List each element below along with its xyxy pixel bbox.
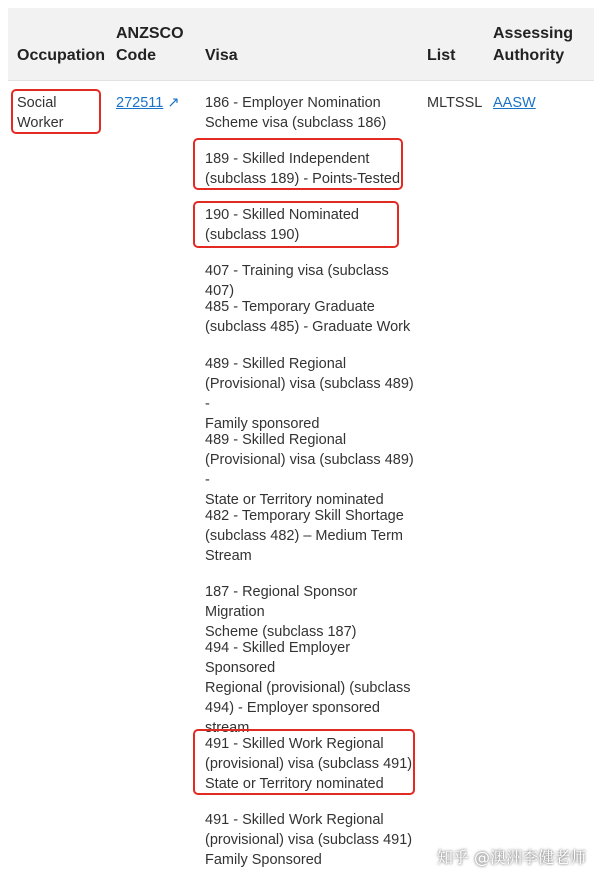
visa-highlight <box>193 729 415 795</box>
visa-line: Family Sponsored <box>205 852 322 868</box>
list-cell: MLTSSL <box>427 95 483 111</box>
header-authority-line1: Assessing <box>493 25 574 42</box>
header-authority-line2: Authority <box>493 47 565 64</box>
visa-line: 494) - Employer sponsored <box>205 700 380 716</box>
header-anzsco <box>116 23 184 67</box>
visa-line: State or Territory nominated <box>205 492 384 508</box>
visa-line: 189 - Skilled Independent <box>205 151 370 167</box>
visa-line: (subclass 189) - Points-Tested <box>205 171 401 187</box>
visa-line: 491 - Skilled Work Regional <box>205 812 384 828</box>
visa-item <box>205 430 420 510</box>
visa-line: (Provisional) visa (subclass 489) - <box>205 376 414 412</box>
visa-line: 407 - Training visa (subclass 407) <box>205 263 389 299</box>
visa-item <box>205 297 420 337</box>
header-visa: Visa <box>205 47 238 64</box>
visa-line: 494 - Skilled Employer Sponsored <box>205 640 351 676</box>
visa-line: (provisional) visa (subclass 491) <box>205 756 413 772</box>
visa-line: 489 - Skilled Regional <box>205 432 347 448</box>
visa-line: 489 - Skilled Regional <box>205 356 347 372</box>
visa-item <box>205 354 420 434</box>
visa-item <box>205 261 420 301</box>
header-list: List <box>427 47 456 64</box>
visa-line: Regional (provisional) (subclass <box>205 680 411 696</box>
visa-line: State or Territory nominated <box>205 776 384 792</box>
visa-line: stream <box>205 720 250 736</box>
occupation-highlight <box>11 89 101 134</box>
visa-item <box>205 810 420 870</box>
visa-item <box>205 506 420 566</box>
authority-link[interactable]: AASW <box>493 95 536 111</box>
visa-highlight <box>193 201 399 248</box>
visa-line: 186 - Employer Nomination <box>205 95 381 111</box>
visa-line: (subclass 482) – Medium Term <box>205 528 403 544</box>
header-authority <box>493 23 573 67</box>
occupation-line2: Worker <box>17 115 64 131</box>
visa-line: 187 - Regional Sponsor Migration <box>205 584 358 620</box>
watermark: 知乎 @澳洲李健老师 <box>436 848 586 867</box>
visa-item <box>205 638 420 738</box>
visa-line: Family sponsored <box>205 416 320 432</box>
visa-line: Stream <box>205 548 252 564</box>
header-occupation: Occupation <box>17 47 106 64</box>
external-link-icon[interactable]: ↗ <box>167 95 180 111</box>
header-anzsco-line1: ANZSCO <box>116 25 184 42</box>
visa-line: 491 - Skilled Work Regional <box>205 736 384 752</box>
visa-line: (Provisional) visa (subclass 489) - <box>205 452 414 488</box>
visa-item <box>205 93 420 133</box>
visa-line: 482 - Temporary Skill Shortage <box>205 508 404 524</box>
visa-line: 485 - Temporary Graduate <box>205 299 375 315</box>
anzsco-code[interactable]: 272511 <box>116 95 164 111</box>
occupation-line1: Social <box>17 95 57 111</box>
visa-line: Scheme (subclass 187) <box>205 624 357 640</box>
visa-line: (subclass 190) <box>205 227 300 243</box>
visa-line: 190 - Skilled Nominated <box>205 207 359 223</box>
visa-line: (subclass 485) - Graduate Work <box>205 319 411 335</box>
visa-line: Scheme visa (subclass 186) <box>205 115 387 131</box>
header-anzsco-line2: Code <box>116 47 156 64</box>
visa-item <box>205 582 420 642</box>
visa-highlight <box>193 138 403 190</box>
anzsco-link[interactable] <box>116 93 180 113</box>
visa-line: (provisional) visa (subclass 491) <box>205 832 413 848</box>
